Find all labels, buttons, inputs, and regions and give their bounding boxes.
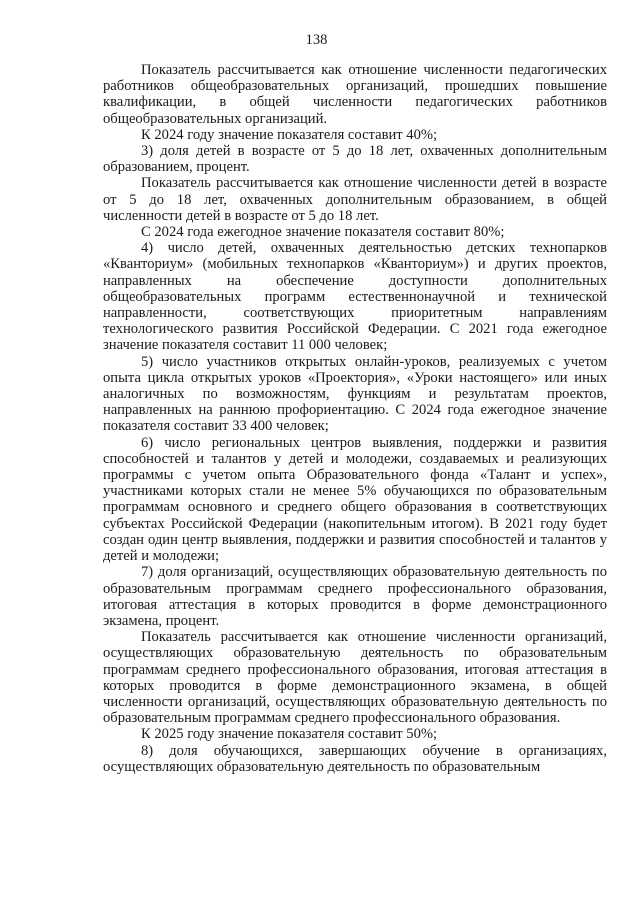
paragraph-2: К 2024 году значение показателя составит 40%; xyxy=(141,126,438,143)
document-body xyxy=(103,62,607,775)
paragraph-6: 4) число детей, охваченных деятельностью детских технопарков «Кванториум» (мобильных технопарков «Кванториум») и других проектов, направленных на обеспечение доступности дополнительных общеобразовательных программ естественнонаучной и технической направленности, соответствующих приоритетным направлениям технологического развития Российской Федерации. С 2021 года ежегодное значение показателя составит 11 000 человек; xyxy=(103,240,607,354)
paragraph-10: Показатель рассчитывается как отношение численности организаций, осуществляющих образовательную деятельность по образовательным программам среднего профессионального образования, итоговая аттестация в которых проводится в форме демонстрационного экзамена, в общей численности организаций, осуществляющих образовательную деятельность по образовательным программам среднего профессионального образования. xyxy=(103,629,607,727)
paragraph-11: К 2025 году значение показателя составит 50%; xyxy=(141,726,438,743)
page-number: 138 xyxy=(305,32,328,48)
paragraph-3: 3) доля детей в возрасте от 5 до 18 лет, охваченных дополнительным образованием, процент. xyxy=(103,143,607,176)
paragraph-4: Показатель рассчитывается как отношение численности детей в возрасте от 5 до 18 лет, охваченных дополнительным образованием, в общей численности детей в возрасте от 5 до 18 лет. xyxy=(103,175,607,224)
paragraph-9: 7) доля организаций, осуществляющих образовательную деятельность по образовательным программам среднего профессионального образования, итоговая аттестация в которых проводится в форме демонстрационного экзамена, процент. xyxy=(103,564,607,629)
paragraph-5: С 2024 года ежегодное значение показателя составит 80%; xyxy=(141,224,505,241)
paragraph-8: 6) число региональных центров выявления, поддержки и развития способностей и талантов у детей и молодежи, создаваемых и реализующих программы с учетом опыта Образовательного фонда «Талант и успех», участниками которых стали не менее 5% обучающихся по образовательным программам основного и среднего общего образования в соответствующих субъектах Российской Федерации (накопительным итогом). В 2021 году будет создан один центр выявления, поддержки и развития способностей и талантов у детей и молодежи; xyxy=(103,434,607,565)
paragraph-1: Показатель рассчитывается как отношение численности педагогических работников общеобразовательных организаций, прошедших повышение квалификации, в общей численности педагогических работников общеобразовательных организаций. xyxy=(103,62,607,127)
paragraph-12: 8) доля обучающихся, завершающих обучение в организациях, осуществляющих образовательную деятельность по образовательным xyxy=(103,742,607,775)
paragraph-7: 5) число участников открытых онлайн-уроков, реализуемых с учетом опыта цикла открытых уроков «Проектория», «Уроки настоящего» или иных аналогичных по возможностям, функциям и результатам проектов, направленных на раннюю профориентацию. С 2024 года ежегодное значение показателя составит 33 400 человек; xyxy=(103,353,607,435)
